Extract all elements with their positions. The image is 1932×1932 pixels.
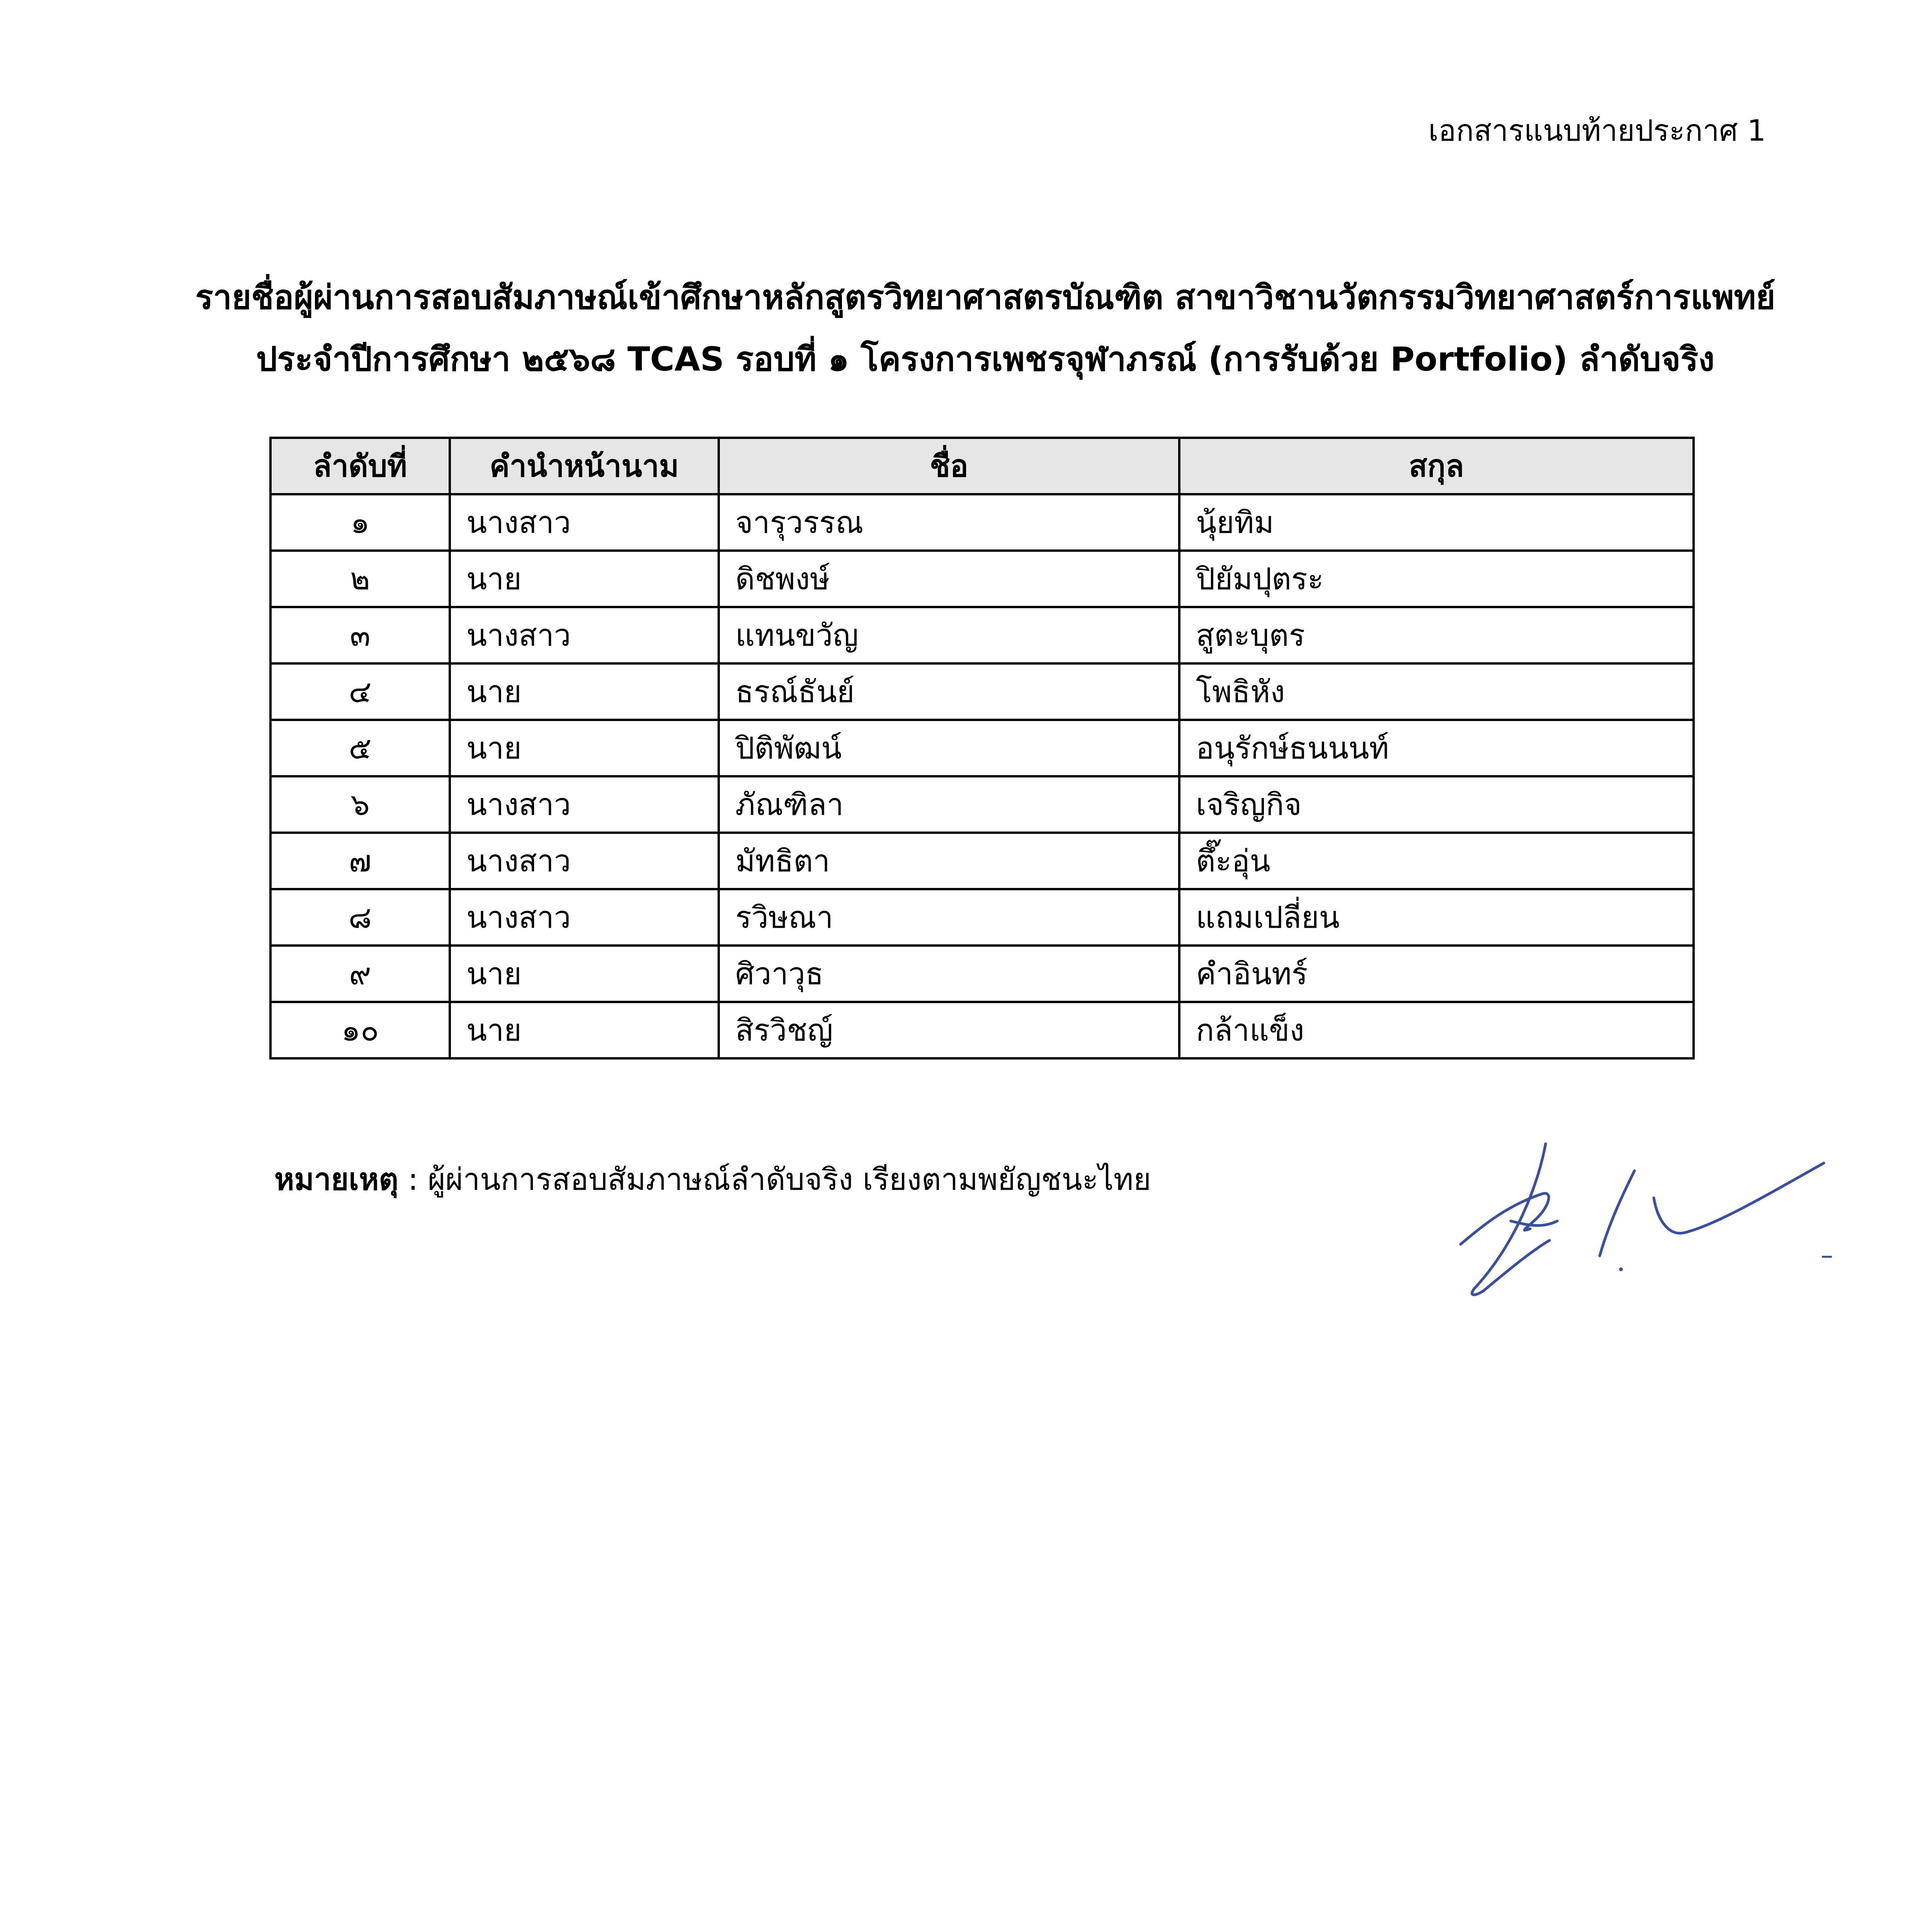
cell-first-name: ธรณ์ธันย์ <box>719 663 1179 720</box>
cell-first-name: แทนขวัญ <box>719 607 1179 663</box>
cell-last-name: ตึ๊ะอุ่น <box>1179 833 1694 889</box>
cell-last-name: โพธิหัง <box>1179 663 1694 720</box>
cell-first-name: ปิติพัฒน์ <box>719 720 1179 776</box>
footnote <box>274 1155 1151 1203</box>
cell-prefix: นาย <box>450 663 719 720</box>
signature-icon <box>1453 1128 1870 1314</box>
cell-first-name: ศิวาวุธ <box>719 946 1179 1002</box>
table-row <box>270 833 1694 889</box>
table-row <box>270 889 1694 946</box>
table-row <box>270 720 1694 776</box>
cell-last-name: กล้าแข็ง <box>1179 1002 1694 1058</box>
cell-no: ๖ <box>270 776 450 833</box>
cell-first-name: จารุวรรณ <box>719 494 1179 551</box>
cell-prefix: นางสาว <box>450 607 719 663</box>
cell-no: ๕ <box>270 720 450 776</box>
cell-first-name: รวิษณา <box>719 889 1179 946</box>
cell-last-name: สูตะบุตร <box>1179 607 1694 663</box>
table-row <box>270 946 1694 1002</box>
header-last-name: สกุล <box>1179 438 1694 494</box>
cell-prefix: นาย <box>450 720 719 776</box>
cell-prefix: นางสาว <box>450 889 719 946</box>
footnote-label: หมายเหตุ <box>274 1162 399 1197</box>
cell-first-name: สิรวิชญ์ <box>719 1002 1179 1058</box>
cell-no: ๘ <box>270 889 450 946</box>
cell-no: ๔ <box>270 663 450 720</box>
cell-first-name: ดิชพงษ์ <box>719 551 1179 607</box>
cell-prefix: นาย <box>450 551 719 607</box>
cell-no: ๒ <box>270 551 450 607</box>
cell-no: ๓ <box>270 607 450 663</box>
table-row <box>270 1002 1694 1058</box>
footnote-text: ผู้ผ่านการสอบสัมภาษณ์ลำดับจริง เรียงตามพยัญชนะไทย <box>427 1162 1151 1197</box>
table-row <box>270 551 1694 607</box>
title-line-2: ประจำปีการศึกษา ๒๕๖๘ TCAS รอบที่ ๑ โครงการเพชรจุฬาภรณ์ (การรับด้วย Portfolio) ลำดับจริง <box>256 340 1715 379</box>
cell-no: ๙ <box>270 946 450 1002</box>
header-no: ลำดับที่ <box>270 438 450 494</box>
table-row <box>270 776 1694 833</box>
cell-first-name: ภัณฑิลา <box>719 776 1179 833</box>
cell-no: ๑๐ <box>270 1002 450 1058</box>
document-reference: เอกสารแนบท้ายประกาศ 1 <box>1428 113 1766 148</box>
document-title <box>0 267 1932 390</box>
cell-last-name: นุ้ยทิม <box>1179 494 1694 551</box>
header-prefix: คำนำหน้านาม <box>450 438 719 494</box>
header-first-name: ชื่อ <box>719 438 1179 494</box>
cell-last-name: ปิยัมปุตระ <box>1179 551 1694 607</box>
cell-last-name: แถมเปลี่ยน <box>1179 889 1694 946</box>
table-row <box>270 494 1694 551</box>
cell-prefix: นางสาว <box>450 833 719 889</box>
cell-first-name: มัทธิตา <box>719 833 1179 889</box>
cell-last-name: เจริญกิจ <box>1179 776 1694 833</box>
table-header-row <box>270 438 1694 494</box>
cell-no: ๑ <box>270 494 450 551</box>
cell-prefix: นางสาว <box>450 494 719 551</box>
cell-no: ๗ <box>270 833 450 889</box>
footnote-separator: : <box>398 1162 428 1197</box>
results-table <box>269 437 1695 1060</box>
table-row <box>270 663 1694 720</box>
cell-prefix: นางสาว <box>450 776 719 833</box>
cell-prefix: นาย <box>450 946 719 1002</box>
cell-last-name: คำอินทร์ <box>1179 946 1694 1002</box>
cell-prefix: นาย <box>450 1002 719 1058</box>
table-row <box>270 607 1694 663</box>
title-line-1: รายชื่อผู้ผ่านการสอบสัมภาษณ์เข้าศึกษาหลักสูตรวิทยาศาสตรบัณฑิต สาขาวิชานวัตกรรมวิทยาศาสตร์การแพทย์ <box>195 278 1776 317</box>
cell-last-name: อนุรักษ์ธนนนท์ <box>1179 720 1694 776</box>
